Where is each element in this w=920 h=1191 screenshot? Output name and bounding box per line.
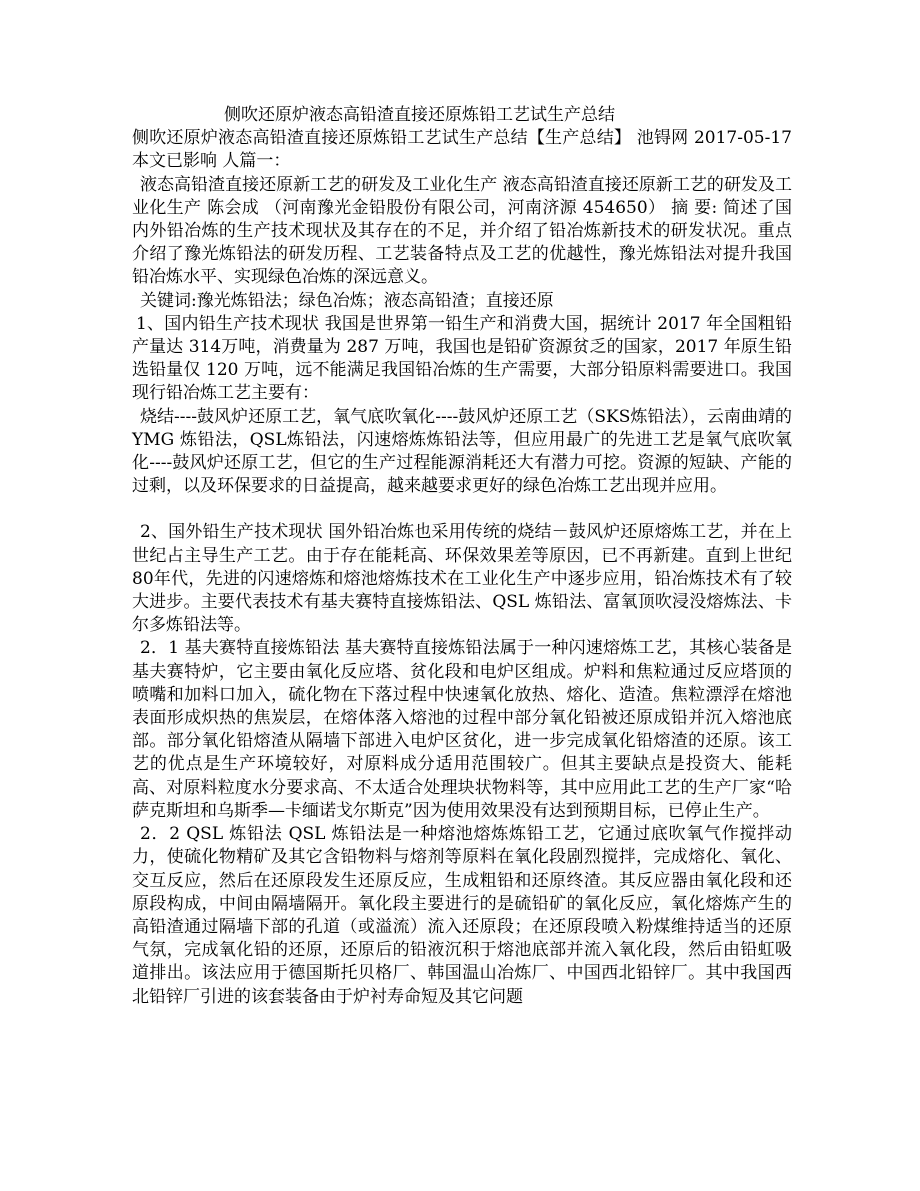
section-2-2-paragraph: 2．2 QSL 炼铅法 QSL 炼铅法是一种熔池熔炼炼铅工艺，它通过底吹氧气作搅拌动力，使硫化物精矿及其它含铅物料与熔剂等原料在氧化段剧烈搅拌，完成熔化、氧化、交互反应，然后在还原段发生还原反应，生成粗铅和还原终渣。其反应器由氧化段和还原段构成，中间由隔墙隔开。氧化段主要进行的是硫铅矿的氧化反应，氧化熔炼产生的高铅渣通过隔墙下部的孔道（或溢流）流入还原段；在还原段喷入粉煤维持适当的还原气氛，完成氧化铅的还原，还原后的铅液沉积于熔池底部并流入氧化段，然后由铅虹吸道排出。该法应用于德国斯托贝格厂、韩国温山冶炼厂、中国西北铅锌厂。其中我国西北铅锌厂引进的该套装备由于炉衬寿命短及其它问题 — [132, 824, 792, 1007]
document-page — [132, 104, 792, 1009]
document-meta: 侧吹还原炉液态高铅渣直接还原炼铅工艺试生产总结【生产总结】 池锝网 2017-05-17本文已影响 人篇一： — [132, 128, 792, 172]
section-2-1-paragraph: 2．1 基夫赛特直接炼铅法 基夫赛特直接炼铅法属于一种闪速熔炼工艺，其核心装备是基夫赛特炉，它主要由氧化反应塔、贫化段和电炉区组成。炉料和焦粒通过反应塔顶的喷嘴和加料口加入，硫化物在下落过程中快速氧化放热、熔化、造渣。焦粒漂浮在熔池表面形成炽热的焦炭层，在熔体落入熔池的过程中部分氧化铅被还原成铅并沉入熔池底部。部分氧化铅熔渣从隔墙下部进入电炉区贫化，进一步完成氧化铅熔渣的还原。该工艺的优点是生产环境较好，对原料成分适用范围较广。但其主要缺点是投资大、能耗高、对原料粒度水分要求高、不太适合处理块状物料等，其中应用此工艺的生产厂家“哈萨克斯坦和乌斯季—卡缅诺戈尔斯克”因为使用效果没有达到预期目标，已停止生产。 — [132, 638, 792, 821]
abstract-paragraph: 液态高铅渣直接还原新工艺的研发及工业化生产 液态高铅渣直接还原新工艺的研发及工业化生产 陈会成 （河南豫光金铅股份有限公司，河南济源 454650） 摘 要: 简述了国内外铅冶炼的生产技术现状及其存在的不足，并介绍了铅冶炼新技术的研发状况。重点介绍了豫光炼铅法的研发历程、工艺装备特点及工艺的优越性，豫光炼铅法对提升我国铅冶炼水平、实现绿色冶炼的深远意义。 — [132, 174, 792, 288]
section-1-paragraph: 1、国内铅生产技术现状 我国是世界第一铅生产和消费大国，据统计 2017 年全国粗铅产量达 314万吨，消费量为 287 万吨，我国也是铅矿资源贫乏的国家，2017 年原生铅选铅量仅 120 万吨，远不能满足我国铅冶炼的生产需要，大部分铅原料需要进口。我国现行铅冶炼工艺主要有： — [132, 313, 792, 404]
section-2-paragraph: 2、国外铅生产技术现状 国外铅冶炼也采用传统的烧结－鼓风炉还原熔炼工艺，并在上世纪占主导生产工艺。由于存在能耗高、环保效果差等原因，已不再新建。直到上世纪 80年代，先进的闪速熔炼和熔池熔炼技术在工业化生产中逐步应用，铅冶炼技术有了较大进步。主要代表技术有基夫赛特直接炼铅法、QSL 炼铅法、富氧顶吹浸没熔炼法、卡尔多炼铅法等。 — [132, 522, 792, 636]
paragraph-gap — [132, 498, 792, 521]
keywords-paragraph: 关键词:豫光炼铅法；绿色冶炼；液态高铅渣；直接还原 — [140, 290, 554, 311]
section-1-process-paragraph: 烧结----鼓风炉还原工艺，氧气底吹氧化----鼓风炉还原工艺（SKS炼铅法），云南曲靖的 YMG 炼铅法，QSL炼铅法，闪速熔炼炼铅法等，但应用最广的先进工艺是氧气底吹氧化----鼓风炉还原工艺，但它的生产过程能源消耗还大有潜力可挖。资源的短缺、产能的过剩，以及环保要求的日益提高，越来越要求更好的绿色冶炼工艺出现并应用。 — [132, 406, 792, 497]
document-title: 侧吹还原炉液态高铅渣直接还原炼铅工艺试生产总结 — [224, 105, 615, 125]
